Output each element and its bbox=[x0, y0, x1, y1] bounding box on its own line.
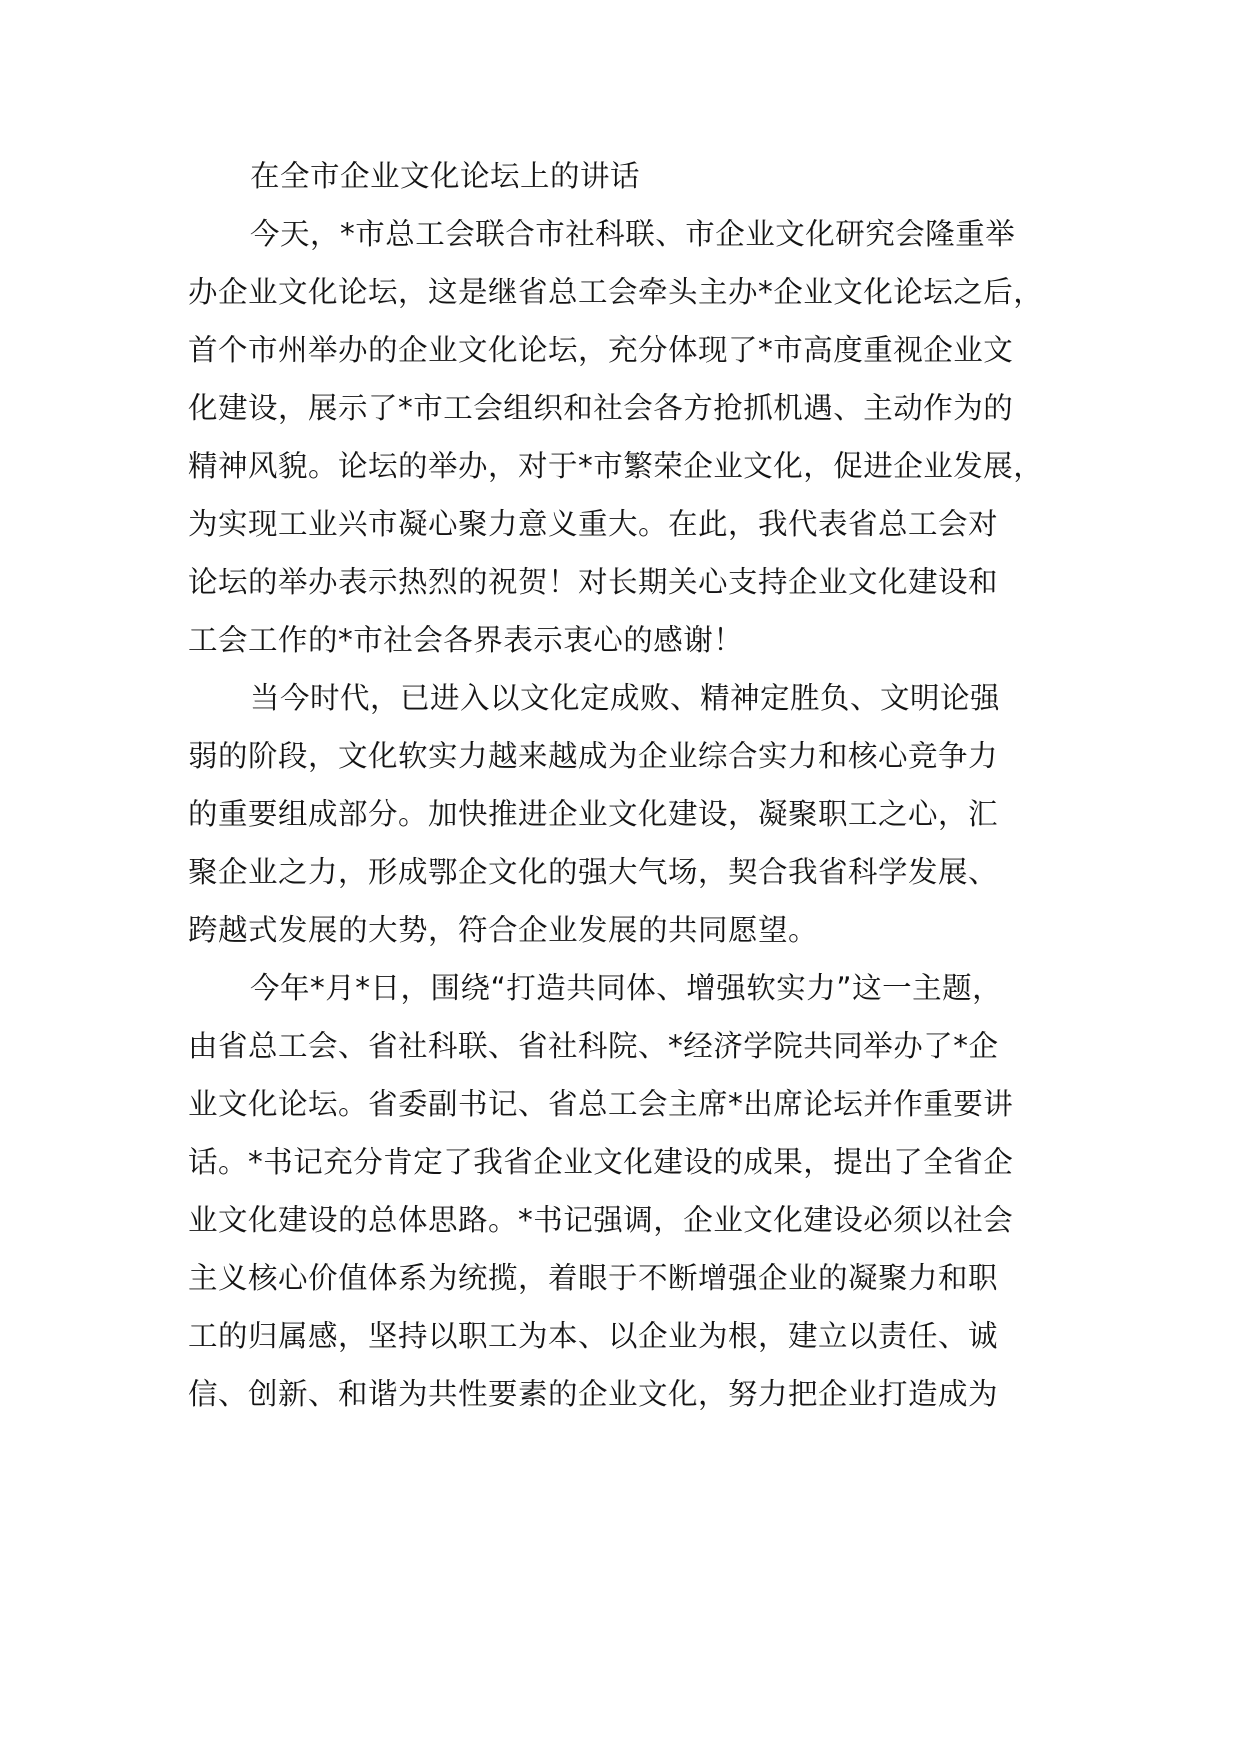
paragraph-3-line-7: 工的归属感，坚持以职工为本、以企业为根，建立以责任、诚 bbox=[188, 1319, 999, 1353]
paragraph-1-line-1: 今天，*市总工会联合市社科联、市企业文化研究会隆重举 bbox=[250, 217, 1016, 251]
paragraph-2-line-4: 聚企业之力，形成鄂企文化的强大气场，契合我省科学发展、 bbox=[188, 855, 999, 889]
paragraph-2-line-1: 当今时代，已进入以文化定成败、精神定胜负、文明论强 bbox=[250, 681, 1001, 715]
paragraph-3-line-3: 业文化论坛。省委副书记、省总工会主席*出席论坛并作重要讲 bbox=[188, 1087, 1014, 1121]
paragraph-1-line-3: 首个市州举办的企业文化论坛，充分体现了*市高度重视企业文 bbox=[188, 333, 1014, 367]
paragraph-2-line-2: 弱的阶段，文化软实力越来越成为企业综合实力和核心竞争力 bbox=[188, 739, 999, 773]
paragraph-1-line-7: 论坛的举办表示热烈的祝贺！对长期关心支持企业文化建设和 bbox=[188, 565, 999, 599]
paragraph-3-line-6: 主义核心价值体系为统揽，着眼于不断增强企业的凝聚力和职 bbox=[188, 1261, 999, 1295]
document-title: 在全市企业文化论坛上的讲话 bbox=[250, 159, 641, 193]
paragraph-3-line-1: 今年*月*日，围绕“打造共同体、增强软实力”这一主题， bbox=[250, 971, 1003, 1005]
paragraph-2-line-5: 跨越式发展的大势，符合企业发展的共同愿望。 bbox=[188, 913, 819, 947]
paragraph-1-line-6: 为实现工业兴市凝心聚力意义重大。在此，我代表省总工会对 bbox=[188, 507, 999, 541]
paragraph-3-line-4: 话。*书记充分肯定了我省企业文化建设的成果，提出了全省企 bbox=[188, 1145, 1014, 1179]
paragraph-1-line-8: 工会工作的*市社会各界表示衷心的感谢！ bbox=[188, 623, 744, 657]
paragraph-1-line-2: 办企业文化论坛，这是继省总工会牵头主办*企业文化论坛之后， bbox=[188, 275, 1044, 309]
paragraph-2-line-3: 的重要组成部分。加快推进企业文化建设，凝聚职工之心，汇 bbox=[188, 797, 999, 831]
paragraph-3-line-8: 信、创新、和谐为共性要素的企业文化，努力把企业打造成为 bbox=[188, 1377, 999, 1411]
paragraph-3-line-2: 由省总工会、省社科联、省社科院、*经济学院共同举办了*企 bbox=[188, 1029, 999, 1063]
paragraph-3-line-5: 业文化建设的总体思路。*书记强调，企业文化建设必须以社会 bbox=[188, 1203, 1014, 1237]
paragraph-1-line-4: 化建设，展示了*市工会组织和社会各方抢抓机遇、主动作为的 bbox=[188, 391, 1014, 425]
paragraph-1-line-5: 精神风貌。论坛的举办，对于*市繁荣企业文化，促进企业发展， bbox=[188, 449, 1044, 483]
